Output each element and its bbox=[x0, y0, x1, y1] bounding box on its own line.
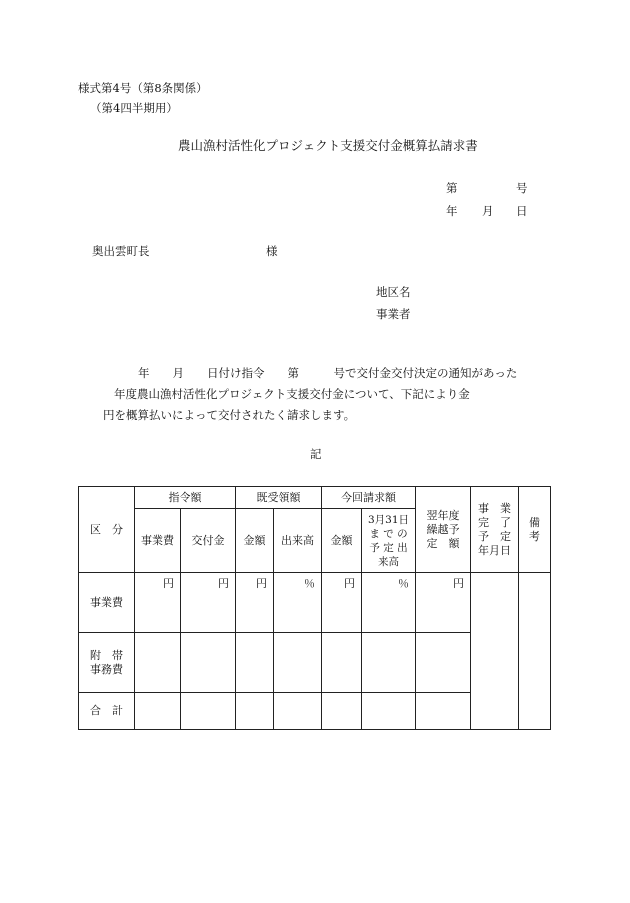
unit-yen: 円 bbox=[135, 573, 181, 633]
sub-mar31: 3月31日 ま で の 予 定 出 来高 bbox=[362, 509, 416, 573]
unit-yen: 円 bbox=[236, 573, 274, 633]
addressee-name: 奥出雲町長 bbox=[92, 244, 150, 258]
unit-yen: 円 bbox=[322, 573, 362, 633]
form-number: 様式第4号（第8条関係） bbox=[78, 81, 208, 95]
cell bbox=[181, 633, 236, 693]
sub-jigyohi: 事業費 bbox=[135, 509, 181, 573]
body-line-3: 円を概算払いによって交付されたく請求します。 bbox=[103, 408, 356, 422]
cell bbox=[322, 633, 362, 693]
cell bbox=[416, 693, 471, 730]
quarter-label: （第4四半期用） bbox=[90, 101, 178, 115]
header-kanryo: 事 業 完 了 予 定 年月日 bbox=[471, 487, 519, 573]
sub-kofukin: 交付金 bbox=[181, 509, 236, 573]
cell bbox=[236, 693, 274, 730]
cell bbox=[362, 693, 416, 730]
doc-number-go: 号 bbox=[516, 181, 528, 195]
cell bbox=[135, 693, 181, 730]
header-kubun: 区 分 bbox=[79, 487, 135, 573]
date-day: 日 bbox=[516, 204, 528, 218]
cell bbox=[274, 633, 322, 693]
unit-percent: ％ bbox=[274, 573, 322, 633]
cell bbox=[274, 693, 322, 730]
cell bbox=[181, 693, 236, 730]
row-futai-label: 附 帯 事務費 bbox=[79, 633, 135, 693]
header-konkai: 今回請求額 bbox=[322, 487, 416, 509]
page-title: 農山漁村活性化プロジェクト支援交付金概算払請求書 bbox=[178, 138, 478, 153]
header-kiju: 既受領額 bbox=[236, 487, 322, 509]
unit-yen: 円 bbox=[416, 573, 471, 633]
body-line-1: 年 月 日付け指令 第 号で交付金交付決定の通知があった bbox=[138, 366, 518, 380]
body-line-2: 年度農山漁村活性化プロジェクト支援交付金について、下記により金 bbox=[114, 387, 470, 401]
cell bbox=[236, 633, 274, 693]
sub-kingaku-2: 金額 bbox=[322, 509, 362, 573]
sub-dekidaka: 出来高 bbox=[274, 509, 322, 573]
date-month: 月 bbox=[482, 204, 494, 218]
cell bbox=[135, 633, 181, 693]
date-year: 年 bbox=[446, 204, 458, 218]
sub-kingaku-1: 金額 bbox=[236, 509, 274, 573]
doc-number-dai: 第 bbox=[446, 181, 458, 195]
row-jigyohi-label: 事業費 bbox=[79, 573, 135, 633]
row-gokei-label: 合 計 bbox=[79, 693, 135, 730]
cell bbox=[322, 693, 362, 730]
unit-percent: ％ bbox=[362, 573, 416, 633]
cell bbox=[416, 633, 471, 693]
cell-biko bbox=[519, 573, 551, 730]
header-shirei: 指令額 bbox=[135, 487, 236, 509]
ki-label: 記 bbox=[310, 447, 322, 461]
addressee-honorific: 様 bbox=[266, 244, 278, 258]
request-table bbox=[78, 486, 551, 730]
cell-kanryo bbox=[471, 573, 519, 730]
header-yokunendo: 翌年度 繰越予 定 額 bbox=[416, 487, 471, 573]
district-label: 地区名 bbox=[376, 285, 411, 299]
operator-label: 事業者 bbox=[376, 307, 411, 321]
unit-yen: 円 bbox=[181, 573, 236, 633]
header-biko: 備 考 bbox=[519, 487, 551, 573]
cell bbox=[362, 633, 416, 693]
